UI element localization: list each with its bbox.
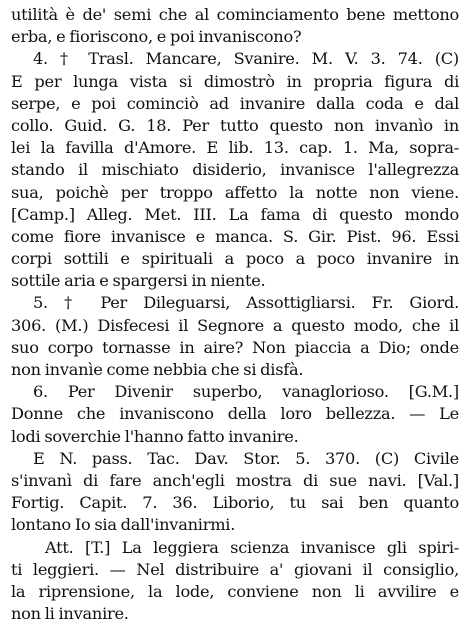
text-line: non li invanire. bbox=[11, 604, 129, 624]
text-line: 5. † Per Dileguarsi, Assottigliarsi. Fr. Giord. bbox=[33, 293, 459, 313]
text-line: non invanìe come nebbia che si disfà. bbox=[11, 360, 304, 379]
text-line: ti leggieri. — Nel distribuire a' giovani il consiglio, bbox=[11, 559, 459, 579]
text-line: la riprensione, la lode, conviene non li avvilire e bbox=[11, 581, 459, 601]
text-line: Fortig. Capit. 7. 36. Liborio, tu sai ben quanto bbox=[11, 493, 459, 513]
text-line: serpe, e poi cominciò ad invanire dalla coda e dal bbox=[11, 93, 459, 113]
text-line: suo corpo tornasse in aire? Non piaccia a Dio; onde bbox=[11, 337, 459, 357]
entry-text-column bbox=[11, 4, 459, 625]
text-line: E N. pass. Tac. Dav. Stor. 5. 370. (C) Civile bbox=[33, 448, 459, 468]
text-line: sottile aria e spargersi in niente. bbox=[11, 271, 266, 291]
text-line: 4. † Trasl. Mancare, Svanire. M. V. 3. 74. (C) bbox=[33, 49, 459, 69]
text-line: [Camp.] Alleg. Met. III. La fama di questo mondo bbox=[11, 204, 459, 224]
text-line: s'invanì di fare anch'egli mostra di sue navi. [Val.] bbox=[11, 470, 459, 490]
text-line: sua, poichè per troppo affetto la notte non viene. bbox=[11, 182, 459, 202]
text-line: collo. Guid. G. 18. Per tutto questo non invanìo in bbox=[11, 115, 459, 135]
text-line: 306. (M.) Disfecesi il Segnore a questo modo, che il bbox=[11, 315, 459, 335]
text-line: E per lunga vista si dimostrò in propria figura di bbox=[11, 71, 459, 91]
text-line: erba, e fioriscono, e poi invaniscono? bbox=[11, 27, 302, 47]
text-line: lei la favilla d'Amore. E lib. 13. cap. 1. Ma, sopra- bbox=[11, 138, 459, 158]
text-line: come fiore invanisce e manca. S. Gir. Pist. 96. Essi bbox=[11, 226, 459, 246]
text-line: Donne che invaniscono della loro bellezza. — Le bbox=[11, 404, 459, 424]
text-line: lodi soverchie l'hanno fatto invanire. bbox=[11, 426, 299, 446]
text-line: lontano Io sia dall'invanirmi. bbox=[11, 515, 236, 535]
text-line: utilità è de' semi che al cominciamento bene mettono bbox=[11, 5, 459, 24]
text-line: corpi sottili e spirituali a poco a poco invanire in bbox=[11, 249, 459, 269]
text-line: stando il mischiato disiderio, invanisce l'allegrezza bbox=[11, 160, 459, 180]
text-line: 6. Per Divenir superbo, vanaglorioso. [G.M.] bbox=[33, 382, 459, 402]
text-line: Att. [T.] La leggiera scienza invanisce gli spiri- bbox=[45, 537, 459, 557]
